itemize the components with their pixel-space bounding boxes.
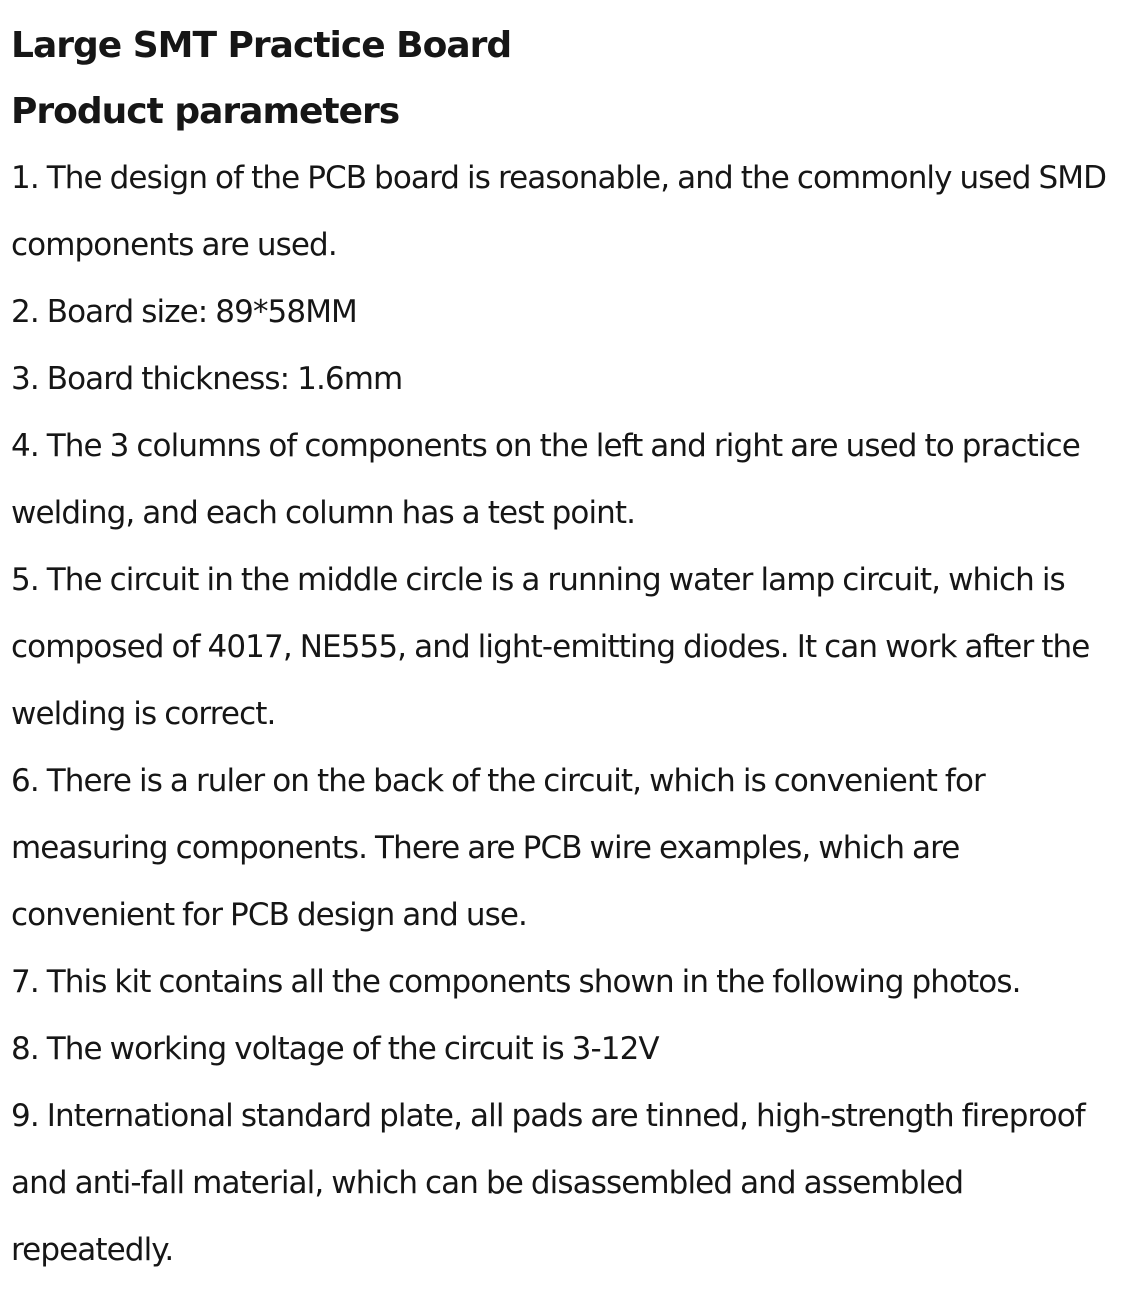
parameter-item-5: 5. The circuit in the middle circle is a running water lamp circuit, which is composed of 4017, NE555, and light-emitting diodes. It can work after the welding is correct. <box>11 562 1090 732</box>
parameter-item-9: 9. International standard plate, all pads are tinned, high-strength fireproof and anti-fall material, which can be disassembled and assembled repeatedly. <box>11 1098 1085 1268</box>
parameter-item-7: 7. This kit contains all the components shown in the following photos. <box>11 964 1021 1000</box>
product-title: Large SMT Practice Board <box>11 25 512 66</box>
parameter-item-1: 1. The design of the PCB board is reasonable, and the commonly used SMD components are used. <box>11 160 1107 263</box>
section-heading: Product parameters <box>11 91 400 132</box>
product-description <box>11 0 1121 1284</box>
parameter-item-2: 2. Board size: 89*58MM <box>11 294 357 330</box>
parameter-item-6: 6. There is a ruler on the back of the circuit, which is convenient for measuring components. There are PCB wire examples, which are convenient for PCB design and use. <box>11 763 985 933</box>
parameter-item-4: 4. The 3 columns of components on the left and right are used to practice welding, and each column has a test point. <box>11 428 1080 531</box>
parameter-list <box>11 145 1121 1284</box>
parameter-item-3: 3. Board thickness: 1.6mm <box>11 361 403 397</box>
parameter-item-8: 8. The working voltage of the circuit is 3-12V <box>11 1031 659 1067</box>
